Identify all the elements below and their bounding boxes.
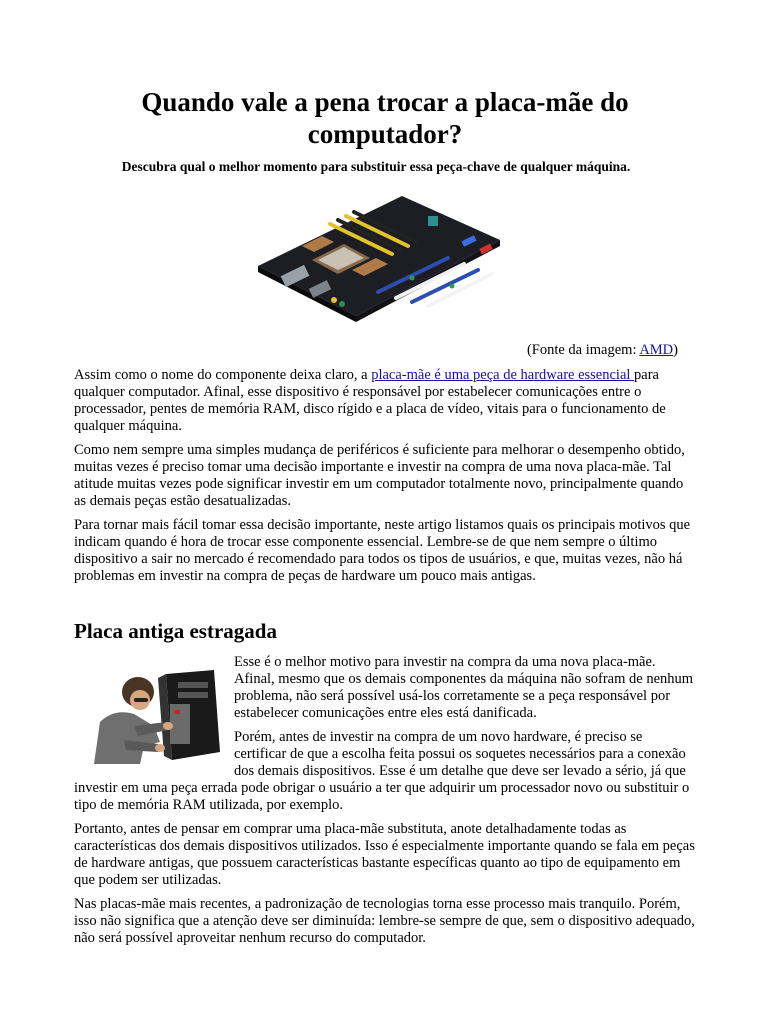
paragraph-1 bbox=[74, 367, 696, 435]
article-title: Quando vale a pena trocar a placa-mãe do computador? bbox=[141, 87, 629, 149]
section-paragraph-2: Porém, antes de investir na compra de um novo hardware, é preciso se certificar de que a escolha feita possui os soquetes necessários para a conexão dos demais dispositivos. Esse é um detalhe que deve ser levado a sério, já que investir em uma peça errada pode obrigar o usuário a ter que adquirir um processador novo ou substituir o tipo de memória RAM utilizada, por exemplo. bbox=[74, 729, 690, 813]
paragraph-1-start: Assim como o nome do componente deixa claro, a bbox=[74, 367, 372, 383]
motherboard-article-link[interactable]: placa-mãe é uma peça de hardware essencial bbox=[371, 367, 635, 383]
caption-suffix: ) bbox=[673, 342, 678, 358]
section-heading: Placa antiga estragada bbox=[74, 619, 277, 643]
section-paragraph-4: Nas placas-mãe mais recentes, a padronização de tecnologias torna esse processo mais tranquilo. Porém, isso não significa que a atenção deve ser diminuída: lembre-se sempre de que, sem o dispositivo adequado, não será possível aproveitar nenhum recurso do computador. bbox=[74, 896, 695, 946]
technician-repair-image bbox=[74, 656, 222, 764]
motherboard-image bbox=[252, 188, 504, 323]
paragraph-1-end: para qualquer computador. Afinal, esse dispositivo é responsável por estabelecer comunicações entre o processador, pentes de memória RAM, disco rígido e a placa de vídeo, vitais para o funcionamento de qualquer máquina. bbox=[74, 367, 666, 434]
article-subtitle: Descubra qual o melhor momento para substituir essa peça-chave de qualquer máquina. bbox=[121, 159, 631, 174]
intro-section bbox=[74, 367, 696, 592]
paragraph-3: Para tornar mais fácil tomar essa decisão importante, neste artigo listamos quais os principais motivos que indicam quando é hora de trocar esse componente essencial. Lembre-se de que nem sempre o último dispositivo a sair no mercado é recomendado para todos os tipos de usuários, e que, muitas vezes, não há problemas em investir na compra de peças de hardware um pouco mais antigas. bbox=[74, 517, 691, 584]
caption-source-link[interactable]: AMD bbox=[639, 342, 674, 358]
paragraph-2: Como nem sempre uma simples mudança de periféricos é suficiente para melhorar o desempenho obtido, muitas vezes é preciso tomar uma decisão importante e investir na compra de uma nova placa-mãe. Tal atitude muitas vezes pode significar investir em um computador totalmente novo, principalmente quando as demais peças estão desatualizadas. bbox=[74, 442, 685, 509]
caption-prefix: (Fonte da imagem: bbox=[526, 342, 640, 358]
image-caption bbox=[527, 342, 678, 359]
section-paragraph-3: Portanto, antes de pensar em comprar uma placa-mãe substituta, anote detalhadamente todas as características dos demais dispositivos utilizados. Isso é especialmente importante quando se fala em peças de hardware antigas, que possuem características bastante específicas quanto ao tipo de equipamento em que podem ser utilizadas. bbox=[74, 821, 695, 888]
section-paragraph-1: Esse é o melhor motivo para investir na compra da uma nova placa-mãe. Afinal, mesmo que os demais componentes da máquina não sofram de nenhum problema, não será possível usá-los corretamente se a peça responsável por estabelecer comunicações entre eles está danificada. bbox=[234, 654, 694, 721]
section-body bbox=[74, 654, 696, 954]
